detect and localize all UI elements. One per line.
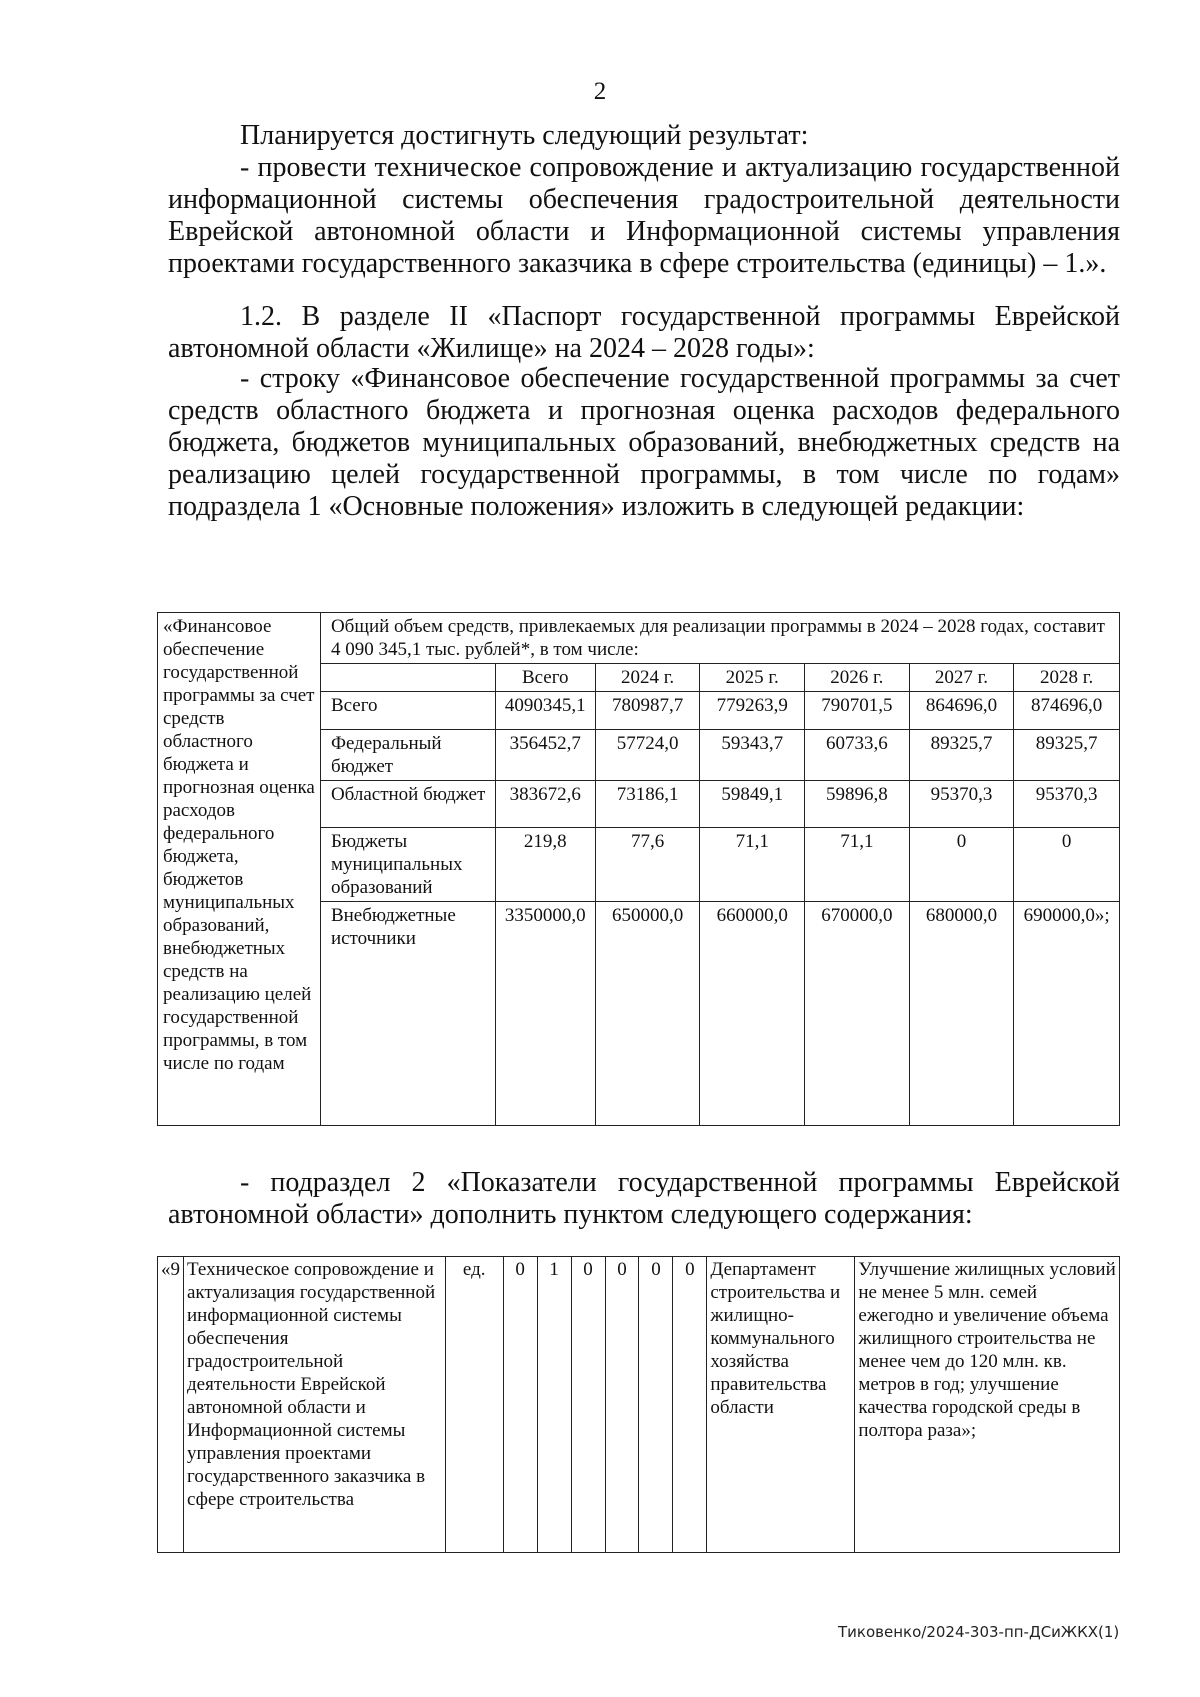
cell-value: 660000,0 [700, 902, 805, 1126]
cell-value: 650000,0 [595, 902, 700, 1126]
indicator-number: «9 [158, 1257, 184, 1553]
cell-value: 77,6 [595, 828, 700, 902]
indicator-value: 1 [537, 1257, 571, 1553]
intro-line: Планируется достигнуть следующий результат: [240, 120, 809, 151]
cell-value: 71,1 [805, 828, 910, 902]
cell-value: 680000,0 [909, 902, 1014, 1126]
cell-value: 59896,8 [805, 781, 910, 828]
cell-value: 89325,7 [909, 730, 1014, 781]
cell-value: 95370,3 [909, 781, 1014, 828]
paragraph-1-2: 1.2. В разделе II «Паспорт государственной программы Еврейской автономной области «Жилище» на 2024 – 2028 годы»: [168, 301, 1120, 364]
subsection-2-instruction: - подраздел 2 «Показатели государственной программы Еврейской автономной области» дополнить пунктом следующего содержания: [168, 1167, 1120, 1230]
cell-value: 89325,7 [1014, 730, 1120, 781]
indicator-name: Техническое сопровождение и актуализация государственной информационной системы обеспечения градостроительной деятельности Еврейской автономной области и Информационной системы управления проектами государственного заказчика в сфере строительства [184, 1257, 446, 1553]
column-header: 2028 г. [1014, 664, 1120, 692]
row-label: Областной бюджет [320, 781, 495, 828]
finance-row-label: «Финансовое обеспечение государственной программы за счет средств областного бюджета и прогнозная оценка расходов федерального бюджета, бюджетов муниципальных образований, внебюджетных средств на реализацию целей государственной программы, в том числе по годам [158, 613, 321, 1126]
cell-value: 60733,6 [805, 730, 910, 781]
row-label: Бюджеты муниципальных образований [320, 828, 495, 902]
column-header: 2025 г. [700, 664, 805, 692]
cell-value: 790701,5 [805, 692, 910, 730]
indicator-value: 0 [605, 1257, 639, 1553]
cell-value: 59849,1 [700, 781, 805, 828]
cell-value: 356452,7 [495, 730, 595, 781]
indicator-value: 0 [503, 1257, 537, 1553]
page-number: 2 [593, 78, 607, 105]
indicator-unit: ед. [445, 1257, 503, 1553]
column-header: 2027 г. [909, 664, 1014, 692]
table-row [158, 1257, 1120, 1553]
cell-value: 864696,0 [909, 692, 1014, 730]
indicator-value: 0 [639, 1257, 673, 1553]
cell-value: 59343,7 [700, 730, 805, 781]
cell-value: 57724,0 [595, 730, 700, 781]
cell-value: 0 [909, 828, 1014, 902]
cell-value: 4090345,1 [495, 692, 595, 730]
finance-row-instruction: - строку «Финансовое обеспечение государственной программы за счет средств областного бюджета и прогнозная оценка расходов федерального бюджета, бюджетов муниципальных образований, внебюджетных средств на реализацию целей государственной программы, в том числе по годам» подраздела 1 «Основные положения» изложить в следующей редакции: [168, 363, 1120, 522]
responsible-body: Департамент строительства и жилищно-коммунального хозяйства правительства области [707, 1257, 855, 1553]
finance-heading: Общий объем средств, привлекаемых для реализации программы в 2024 – 2028 годах, составит 4 090 345,1 тыс. рублей*, в том числе: [320, 613, 1119, 664]
cell-value: 779263,9 [700, 692, 805, 730]
indicator-table [157, 1256, 1120, 1553]
cell-value: 73186,1 [595, 781, 700, 828]
column-header: 2026 г. [805, 664, 910, 692]
row-label: Федеральный бюджет [320, 730, 495, 781]
empty-header-cell [320, 664, 495, 692]
indicator-value: 0 [673, 1257, 707, 1553]
cell-value: 874696,0 [1014, 692, 1120, 730]
cell-value: 0 [1014, 828, 1120, 902]
result-item: - провести техническое сопровождение и актуализацию государственной информационной системы обеспечения градостроительной деятельности Еврейской автономной области и Информационной системы управления проектами государственного заказчика в сфере строительства (единицы) – 1.». [168, 152, 1120, 279]
cell-value: 670000,0 [805, 902, 910, 1126]
cell-value: 383672,6 [495, 781, 595, 828]
cell-value: 95370,3 [1014, 781, 1120, 828]
column-header: 2024 г. [595, 664, 700, 692]
cell-value: 690000,0»; [1014, 902, 1120, 1126]
row-label: Всего [320, 692, 495, 730]
row-label: Внебюджетные источники [320, 902, 495, 1126]
document-code: Тиковенко/2024-303-пп-ДСиЖКХ(1) [838, 1623, 1120, 1641]
cell-value: 219,8 [495, 828, 595, 902]
cell-value: 71,1 [700, 828, 805, 902]
finance-table [157, 612, 1120, 1126]
cell-value: 780987,7 [595, 692, 700, 730]
indicator-value: 0 [571, 1257, 605, 1553]
column-header: Всего [495, 664, 595, 692]
cell-value: 3350000,0 [495, 902, 595, 1126]
indicator-goal: Улучшение жилищных условий не менее 5 млн. семей ежегодно и увеличение объема жилищного строительства не менее чем до 120 млн. кв. метров в год; улучшение качества городской среды в полтора раза»; [855, 1257, 1120, 1553]
